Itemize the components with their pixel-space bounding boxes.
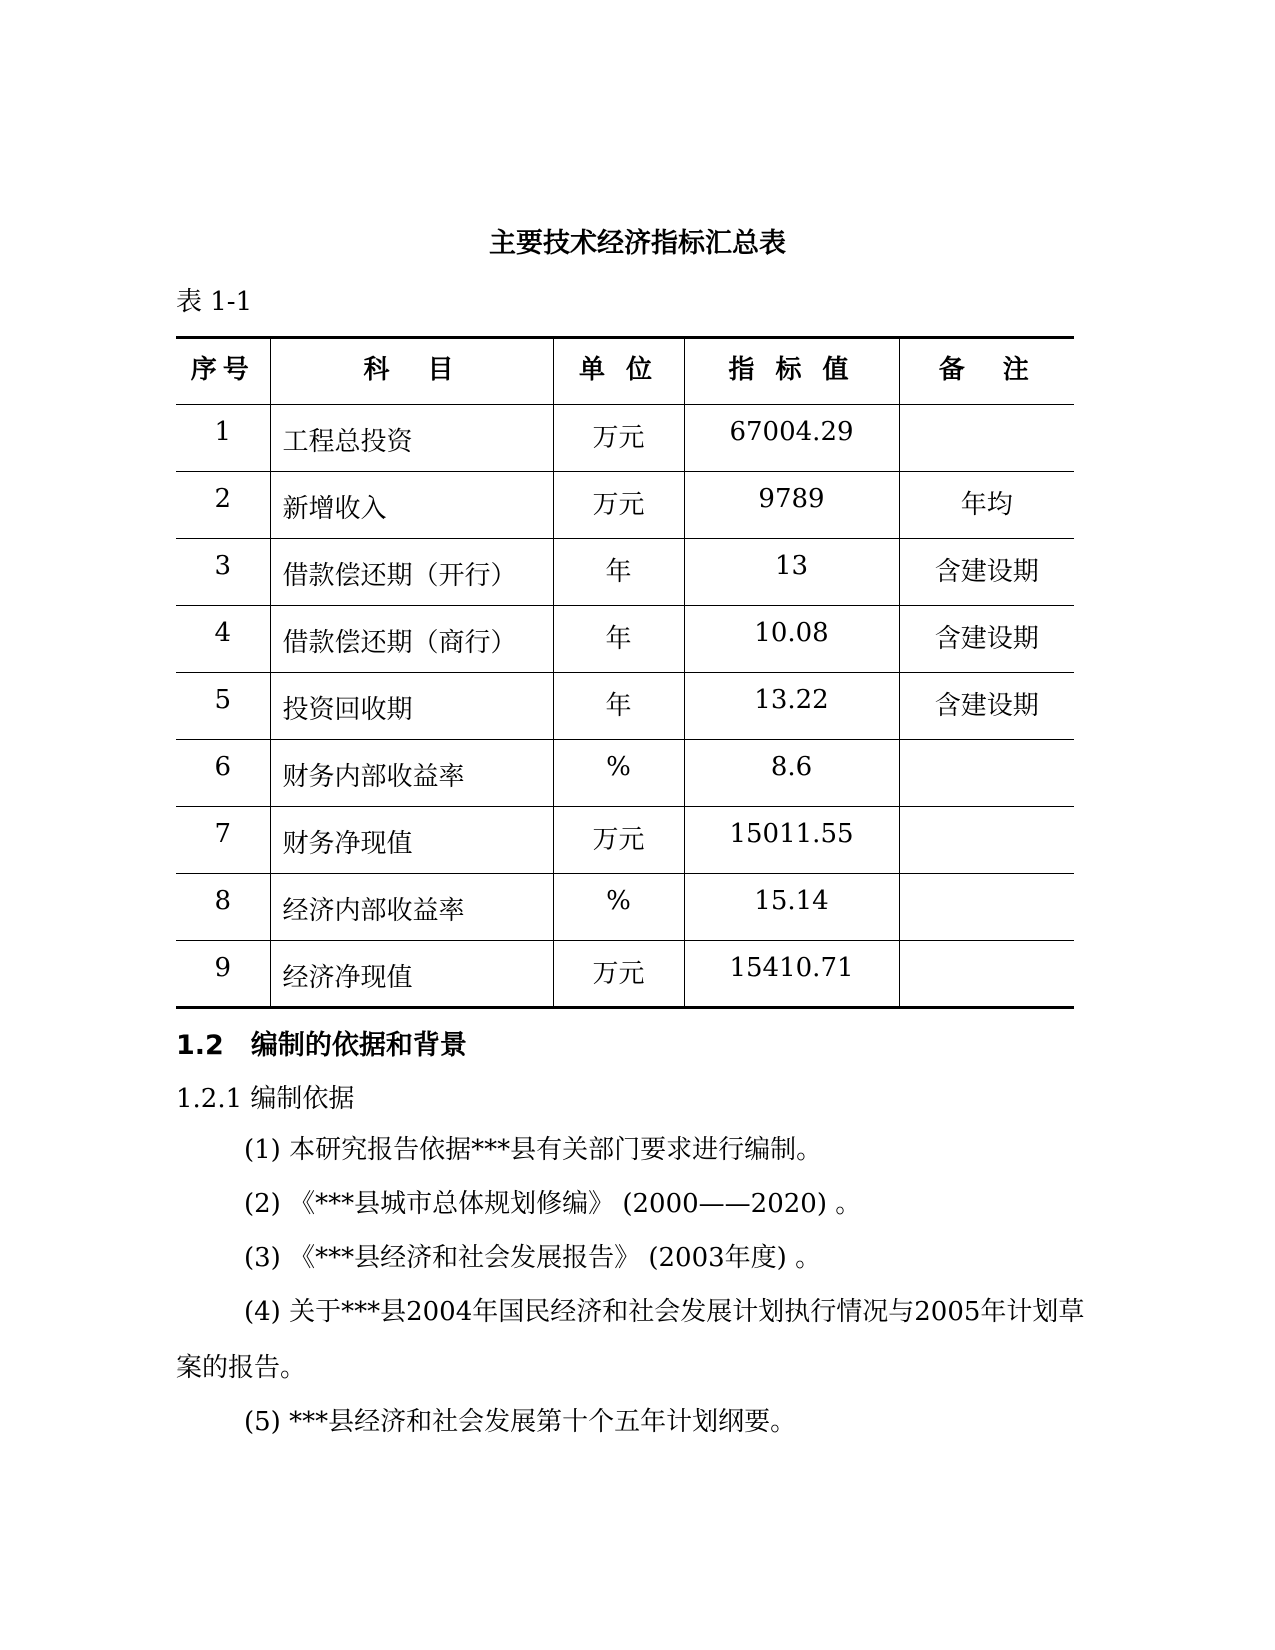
cell-unit: 万元: [553, 405, 684, 472]
cell-no: 3: [176, 539, 270, 606]
basis-item-2: (2) 《***县城市总体规划修编》 (2000——2020) 。: [244, 1189, 862, 1219]
cell-value: 13: [684, 539, 899, 606]
cell-subject: 借款偿还期（开行）: [270, 539, 553, 606]
header-unit: 单 位: [553, 338, 684, 405]
cell-note: 年均: [899, 472, 1074, 539]
cell-note: [899, 874, 1074, 941]
cell-subject: 投资回收期: [270, 673, 553, 740]
page-title: 主要技术经济指标汇总表: [489, 228, 786, 259]
cell-value: 9789: [684, 472, 899, 539]
table-row: [176, 472, 1074, 539]
cell-value: 15.14: [684, 874, 899, 941]
cell-unit: 万元: [553, 807, 684, 874]
cell-no: 7: [176, 807, 270, 874]
table-row: [176, 941, 1074, 1008]
cell-note: [899, 807, 1074, 874]
cell-no: 2: [176, 472, 270, 539]
cell-value: 67004.29: [684, 405, 899, 472]
cell-unit: 万元: [553, 941, 684, 1008]
cell-note: [899, 405, 1074, 472]
cell-no: 4: [176, 606, 270, 673]
table-row: [176, 539, 1074, 606]
cell-note: 含建设期: [899, 539, 1074, 606]
basis-item-1: (1) 本研究报告依据***县有关部门要求进行编制。: [244, 1135, 823, 1165]
cell-unit: 万元: [553, 472, 684, 539]
basis-item-4: (4) 关于***县2004年国民经济和社会发展计划执行情况与2005年计划草案的报告。: [176, 1297, 1085, 1383]
table-row: [176, 740, 1074, 807]
cell-subject: 工程总投资: [270, 405, 553, 472]
header-subject: 科 目: [270, 338, 553, 405]
section-heading: 1.2 编制的依据和背景: [176, 1030, 467, 1061]
header-value: 指 标 值: [684, 338, 899, 405]
cell-subject: 财务净现值: [270, 807, 553, 874]
cell-value: 13.22: [684, 673, 899, 740]
section-subheading: 1.2.1 编制依据: [176, 1084, 355, 1114]
cell-subject: 借款偿还期（商行）: [270, 606, 553, 673]
table-header-row: [176, 338, 1074, 405]
cell-subject: 经济内部收益率: [270, 874, 553, 941]
cell-subject: 财务内部收益率: [270, 740, 553, 807]
table-row: [176, 673, 1074, 740]
cell-subject: 经济净现值: [270, 941, 553, 1008]
cell-no: 5: [176, 673, 270, 740]
cell-no: 6: [176, 740, 270, 807]
basis-item-5: (5) ***县经济和社会发展第十个五年计划纲要。: [244, 1407, 797, 1437]
header-no: 序号: [176, 338, 270, 405]
basis-item-3: (3) 《***县经济和社会发展报告》 (2003年度) 。: [244, 1243, 822, 1273]
table-label: 表 1-1: [176, 287, 253, 317]
cell-no: 8: [176, 874, 270, 941]
cell-value: 15410.71: [684, 941, 899, 1008]
table-row: [176, 405, 1074, 472]
cell-unit: 年: [553, 539, 684, 606]
cell-value: 15011.55: [684, 807, 899, 874]
cell-note: [899, 941, 1074, 1008]
table-row: [176, 807, 1074, 874]
cell-note: [899, 740, 1074, 807]
cell-no: 9: [176, 941, 270, 1008]
indicator-table: [176, 336, 1074, 1009]
cell-unit: %: [553, 740, 684, 807]
cell-no: 1: [176, 405, 270, 472]
cell-note: 含建设期: [899, 673, 1074, 740]
table-row: [176, 606, 1074, 673]
cell-value: 10.08: [684, 606, 899, 673]
cell-unit: 年: [553, 606, 684, 673]
cell-subject: 新增收入: [270, 472, 553, 539]
table-row: [176, 874, 1074, 941]
header-note: 备 注: [899, 338, 1074, 405]
cell-unit: 年: [553, 673, 684, 740]
cell-unit: %: [553, 874, 684, 941]
cell-note: 含建设期: [899, 606, 1074, 673]
cell-value: 8.6: [684, 740, 899, 807]
